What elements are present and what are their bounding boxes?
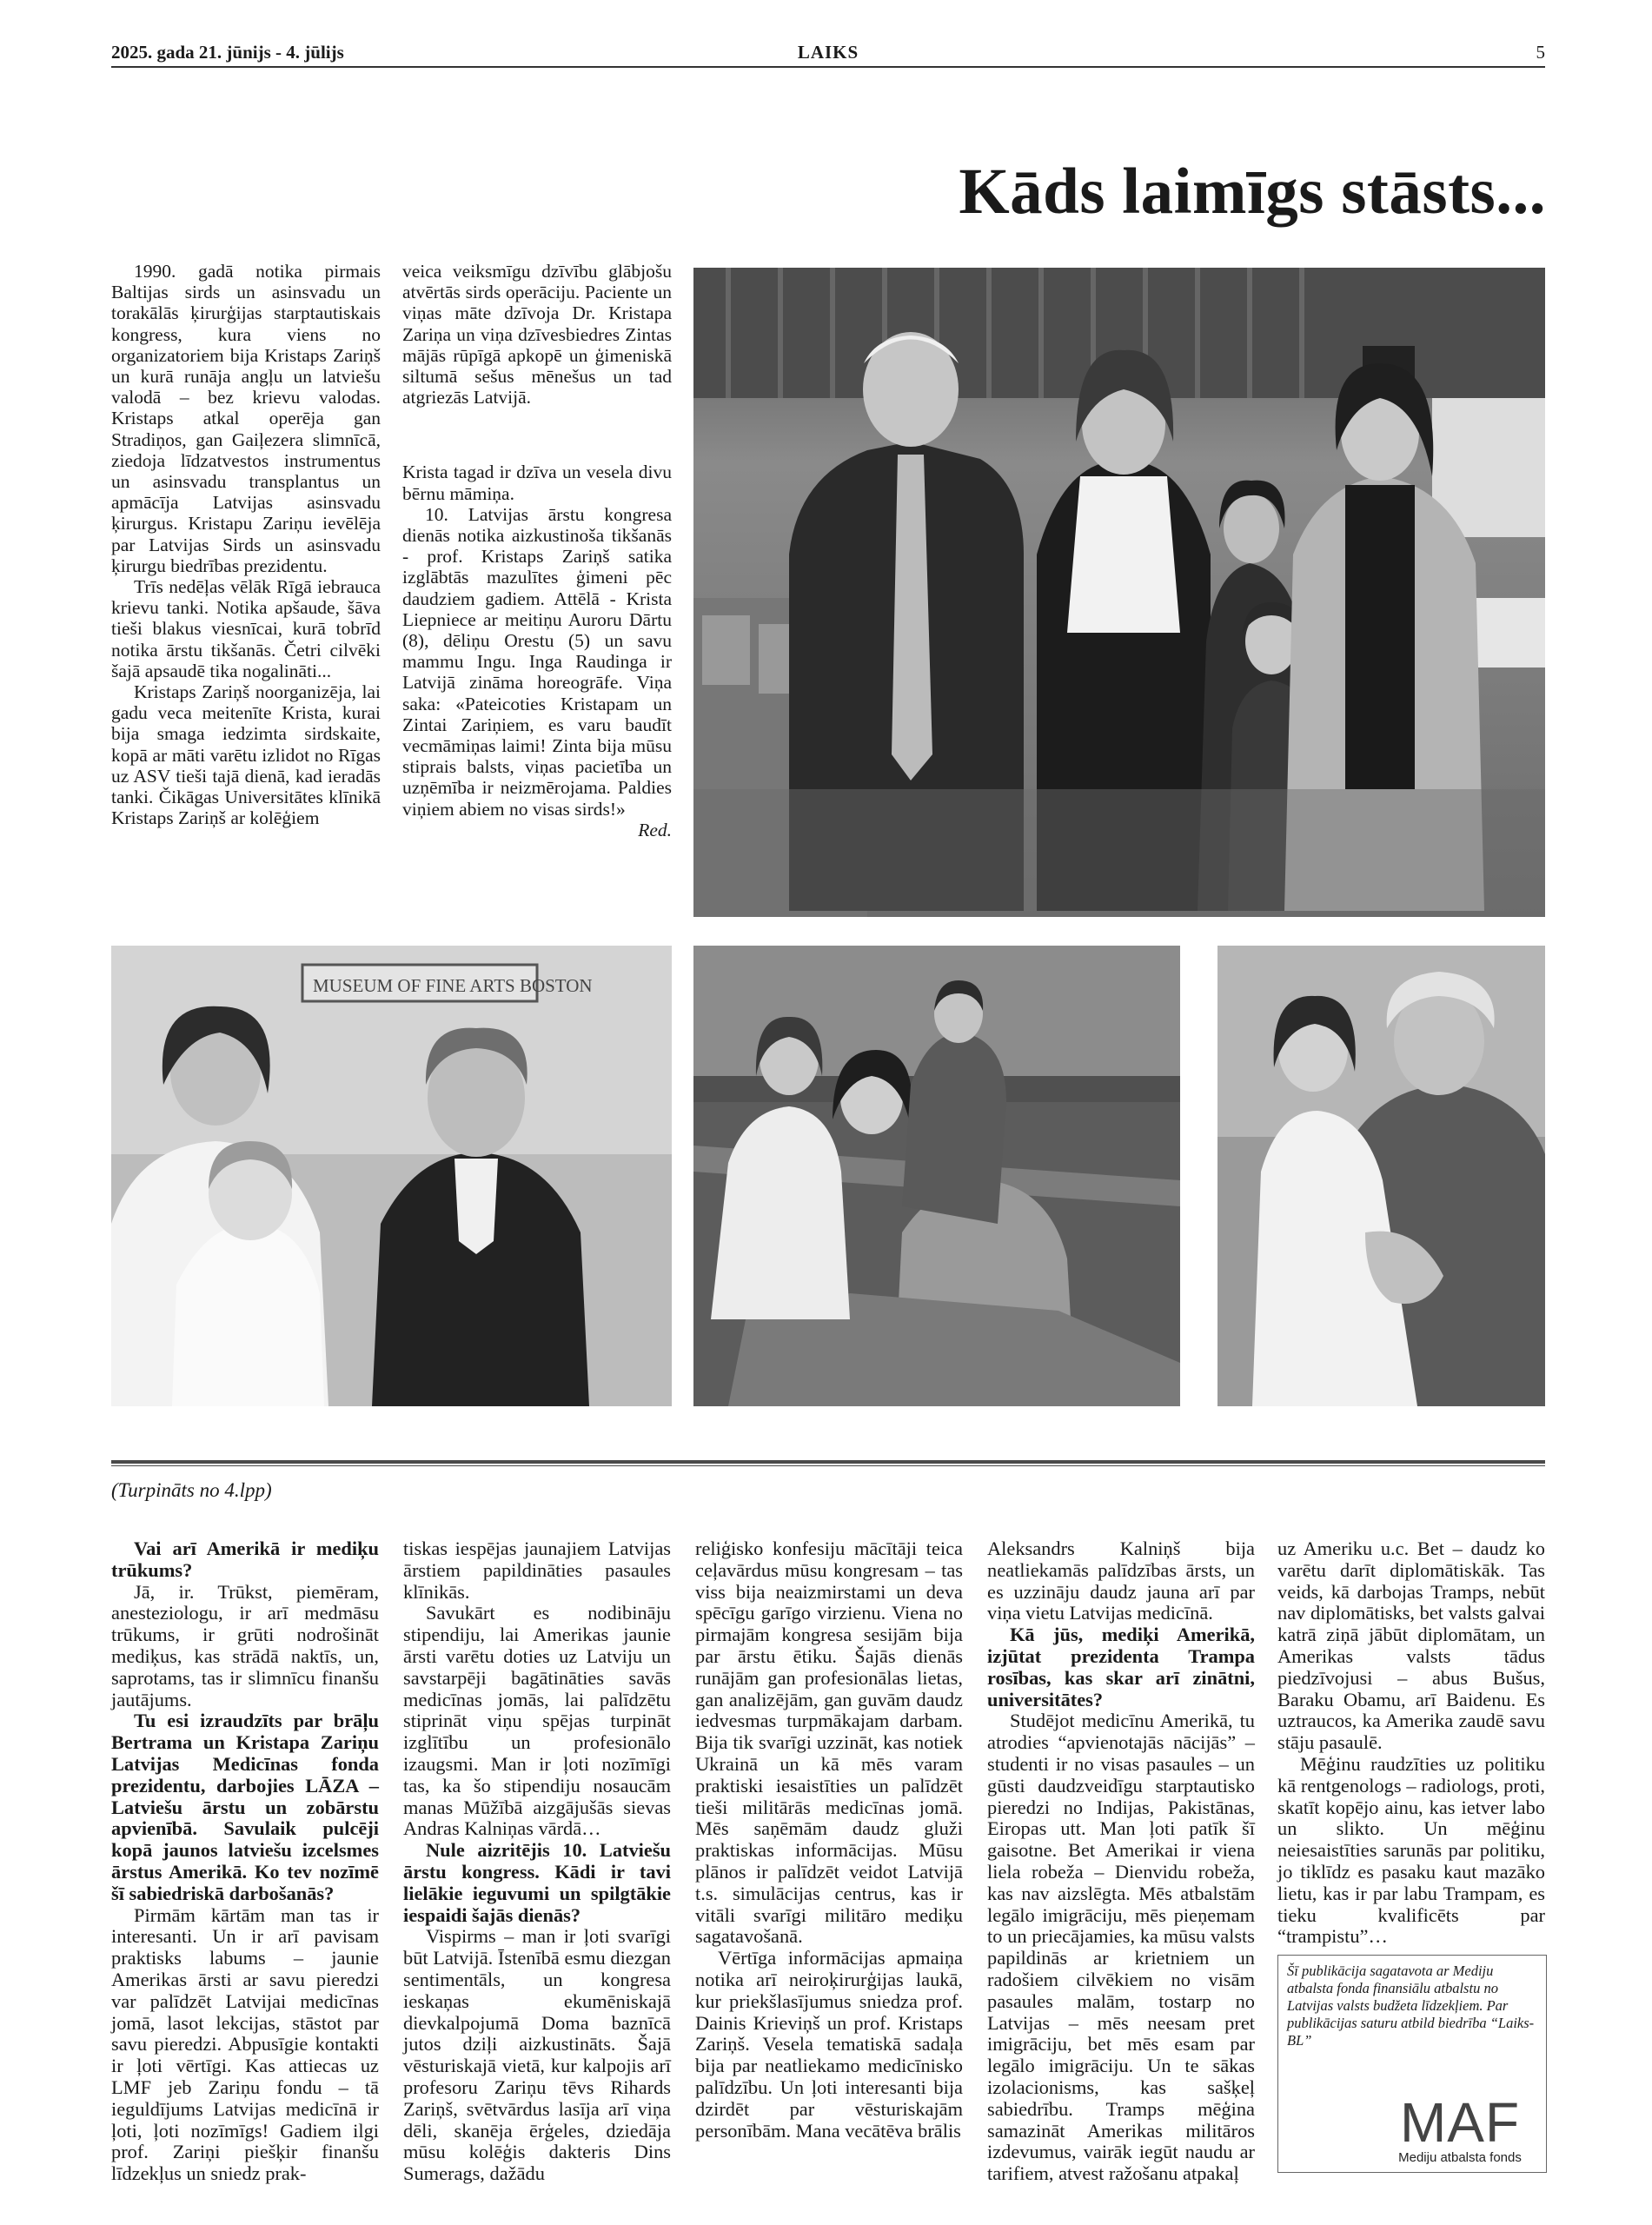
article-title: Kāds laimīgs stāsts... [959, 156, 1546, 228]
interview-answer: Aleksandrs Kalniņš bija neatliekamās palīdzības ārsts, un es uzzināju daudz jauna arī par viņa vietu Latvijas medicīnā. [987, 1538, 1255, 1624]
interview-column-2 [403, 1538, 671, 2185]
article-paragraph: Trīs nedēļas vēlāk Rīgā iebrauca krievu tanki. Notika apšaude, šāva tieši blakus viesnīcai, kurā tobrīd notika ārstu tikšanās. Četri cilvēki šajā apsaudē tika nogalināti... [111, 576, 381, 681]
funding-notice-text: Šī publikācija sagatavota ar Mediju atbalsta fonda finansiālu atbalstu no Latvijas valsts budžeta līdzekļiem. Par publikācijas saturu atbild biedrība “Laiks-BL” [1287, 1963, 1535, 2049]
photo-surgeon-with-girl [1217, 946, 1545, 1406]
article-column-2 [402, 261, 672, 840]
interview-answer: Jā, ir. Trūkst, piemēram, anesteziologu, ir arī medmāsu trūkums, ir grūti nodrošināt mediķus, kas strādā naktīs, un, saprotams, tas ir slimnīcu finanšu jautājums. [111, 1580, 379, 1710]
interview-answer: Vērtīga informācijas apmaiņa notika arī neiroķirurģijas laukā, kur priekšlasījumus sniedza prof. Dainis Krieviņš un prof. Kristaps Zariņš. Vesela tematiskā sadaļa bija par neatliekamo medicīnisko palīdzību. Un ļoti interesanti bija dzirdēt par vēsturiskajām personībām. Mana vecātēva brālis [695, 1947, 963, 2142]
maf-logo-mark: MAF [1399, 2091, 1521, 2154]
interview-answer: Pirmām kārtām man tas ir interesanti. Un ir arī pavisam praktisks labums – jaunie Amerikas ārsti ar savu pieredzi var palīdzēt Latvijai medicīnas jomā, lasot lekcijas, stāstot par savu pieredzi. Abpusīgie kontakti ir ļoti vērtīgi. Kas attiecas uz LMF jeb Zariņu fondu – tā ieguldījums Latvijas medicīnā ir ļoti, ļoti nozīmīgs! Gadiem ilgi prof. Zariņi piešķir finanšu līdzekļus un sniedz prak- [111, 1903, 379, 2185]
article-paragraph: Krista tagad ir dzīva un vesela divu bērnu māmiņa. [402, 462, 672, 504]
article-paragraph: veica veiksmīgu dzīvību glābjošu atvērtās sirds operāciju. Paciente un viņas māte dzīvoja Dr. Kristapa Zariņa un viņa dzīvesbiedres Zintas mājās rūpīgā apkopē un ģimeniskā siltumā sešus mēnešus un tad atgriezās Latvijā. [402, 261, 672, 408]
interview-column-1 [111, 1538, 379, 2185]
funding-notice-box [1277, 1955, 1547, 2173]
section-divider-thin [111, 1465, 1545, 1466]
interview-question: Tu esi izraudzīts par brāļu Bertrama un Kristapa Zariņu Latvijas Medicīnas fonda prezidentu, darbojies LĀZA – Latviešu ārstu un zobārstu apvienībā. Savulaik pulcēji kopā jaunos latviešu izcelsmes ārstus Amerikā. Ko tev nozīmē šī sabiedriskā darbošanās? [111, 1710, 379, 1904]
interview-answer: Savukārt es nodibināju stipendiju, lai Amerikas jaunie ārsti varētu doties uz Latviju un savstarpēji bagātināties savās medicīnas jomās, lai palīdzētu stiprināt viņu spējas turpināt izglītību un profesionālo izaugsmi. Man ir ļoti nozīmīgi tas, ka šo stipendiju nosaucām manas Mūžībā aizgājušās sievas Andras Kalniņas vārdā… [403, 1602, 671, 1840]
interview-answer: tiskas iespējas jaunajiem Latvijas ārstiem papildināties pasaules klīnikās. [403, 1538, 671, 1603]
interview-question: Kā jūs, mediķi Amerikā, izjūtat prezidenta Trampa rosības, kas skar arī zinātni, universitātes? [987, 1624, 1255, 1710]
section-divider [111, 1460, 1545, 1464]
photo-family-reunion [693, 268, 1545, 917]
issue-date: 2025. gada 21. jūnijs - 4. jūlijs [111, 42, 344, 63]
maf-logo-caption: Mediju atbalsta fonds [1398, 2150, 1522, 2165]
maf-logo [1383, 2091, 1537, 2165]
interview-column-4 [987, 1538, 1255, 2185]
interview-column-3 [695, 1538, 963, 2142]
interview-column-5 [1277, 1538, 1545, 1948]
article-paragraph: Kristaps Zariņš noorganizēja, lai gadu veca meitenīte Krista, kurai bija smaga iedzimta sirdskaite, kopā ar māti varētu izlidot no Rīgas uz ASV tieši tajā dienā, kad ieradās tanki. Čikāgas Universitātes klīnikā Kristaps Zariņš ar kolēģiem [111, 681, 381, 829]
interview-question: Vai arī Amerikā ir mediķu trūkums? [111, 1538, 379, 1581]
interview-answer: uz Ameriku u.c. Bet – daudz ko varētu darīt diplomātiskāk. Tas veids, kā darbojas Tramps, nebūt nav diplomātisks, bet valsts galvai katrā ziņā jābūt diplomātam, un Amerikas valsts tādus piedzīvojusi – abus Bušus, Baraku Obamu, arī Baidenu. Es uztraucos, ka Amerika zaudē savu stāju pasaulē. [1277, 1538, 1545, 1754]
article-paragraph: 1990. gadā notika pirmais Baltijas sirds un asinsvadu un torakālās ķirurģijas starptautiskais kongress, kura viens no organizatoriem bija Kristaps Zariņš un kurā runāja angļu un latviešu valodā – bez krievu valodas. Kristaps atkal operēja gan Stradiņos, gan Gaiļezera slimnīcā, ziedoja līdzatvestos instrumentus un asinsvadu transplantus un apmācīja Latvijas asinsvadu ķirurgus. Kristapu Zariņu ievēlēja par Latvijas Sirds un asinsvadu ķirurgu biedrības prezidentu. [111, 261, 381, 576]
interview-question: Nule aizritējis 10. Latviešu ārstu kongress. Kādi ir tavi lielākie ieguvumi un spilgtākie iespaidi šajās dienās? [403, 1839, 671, 1926]
page-number: 5 [1536, 42, 1545, 63]
interview-answer: Mēģinu raudzīties uz politiku kā rentgenologs – radiologs, proti, skatīt kopējo ainu, kas ietver labo un slikto. Un mēģinu neiesaistīties sarunās par politiku, jo tiklīdz es pasaku kaut mazāko lietu, kas ir par labu Trampam, es tieku kvalificēts par “trampistu”… [1277, 1752, 1545, 1948]
interview-answer: Studējot medicīnu Amerikā, tu atrodies “apvienotajās nācijās” – studenti ir no visas pasaules – un gūsti daudzveidīgu starptautisko pieredzi no Indijas, Pakistānas, Eiropas utt. Man ļoti patīk šī gaisotne. Bet Amerikai ir viena liela robeža – Dienvidu robeža, kas nav aizslēgta. Mēs atbalstām legālo imigrāciju, mēs pieņemam to un priecājamies, ka mūsu valsts papildinās ar krietniem un radošiem cilvēkiem no visām pasaules malām, tostarp no Latvijas – mēs neesam pret imigrāciju, bet mēs esam par legālo imigrāciju. Un te sākas izolacionisms, kas sašķeļ sabiedrību. Tramps mēģina samazināt Amerikas militāros izdevumus, vairāk iegūt naudu ar tarifiem, atvest ražošanu atpakaļ [987, 1710, 1255, 2185]
photo-archive-1990 [111, 946, 672, 1406]
museum-sign-text: MUSEUM OF FINE ARTS BOSTON [313, 975, 593, 996]
interview-answer: reliģisko konfesiju mācītāji teica ceļavārdus mūsu kongresam – tas viss bija neaizmirstami un deva spēcīgu garīgo virzienu. Viena no pirmajām kongresa sesijām bija par ārstu ētiku. Šajās dienās runājām gan profesionālas lietas, gan analizējām, gan guvām daudz iedvesmas turpmākajam darbam. Bija tik svarīgi uzzināt, kas notiek Ukrainā un kā mēs varam praktiski iesaistīties un palīdzēt tieši militārās medicīnas jomā. Mēs saņēmām daudz gluži praktiskas informācijas. Mūsu plānos ir palīdzēt veidot Latvijā t.s. simulācijas centrus, kas ir vitāli svarīgi militāro mediķu sagatavošanā. [695, 1538, 963, 1948]
page-header [111, 42, 1545, 68]
article-column-1 [111, 261, 381, 828]
article-paragraph: 10. Latvijas ārstu kongresa dienās notika aizkustinoša tikšanās - prof. Kristaps Zariņš satika izglābtās mazulītes ģimeni pēc daudziem gadiem. Attēlā - Krista Liepniece ar meitiņu Auroru Dārtu (8), dēliņu Orestu (5) un savu mammu Ingu. Inga Raudinga ir Latvijā zināma horeogrāfe. Viņa saka: «Pateicoties Kristapam un Zintai Zariņiem, es varu baudīt vecmāmiņas laimi! Zinta bija mūsu stiprais balsts, viņas pacietība un uzņēmība ir neizmērojama. Paldies viņiem abiem no visas sirds!» [402, 503, 672, 820]
publication-name: LAIKS [797, 42, 859, 63]
continued-note: (Turpināts no 4.lpp) [111, 1479, 272, 1501]
article-signature: Red. [638, 819, 672, 840]
interview-answer: Vispirms – man ir ļoti svarīgi būt Latvijā. Īstenībā esmu diezgan sentimentāls, un kongresa ieskaņas ekumēniskajā dievkalpojumā Doma baznīcā jutos dziļi aizkustināts. Šajā vēsturiskajā vietā, kur kalpojis arī profesoru Zariņu tēvs Rihards Zariņš, svētvārdus lasīja arī viņa dēli, skanēja ērģeles, dziedāja mūsu kolēģis dakteris Dins Sumerags, dažādu [403, 1925, 671, 2185]
photo-beach-family [693, 946, 1180, 1406]
